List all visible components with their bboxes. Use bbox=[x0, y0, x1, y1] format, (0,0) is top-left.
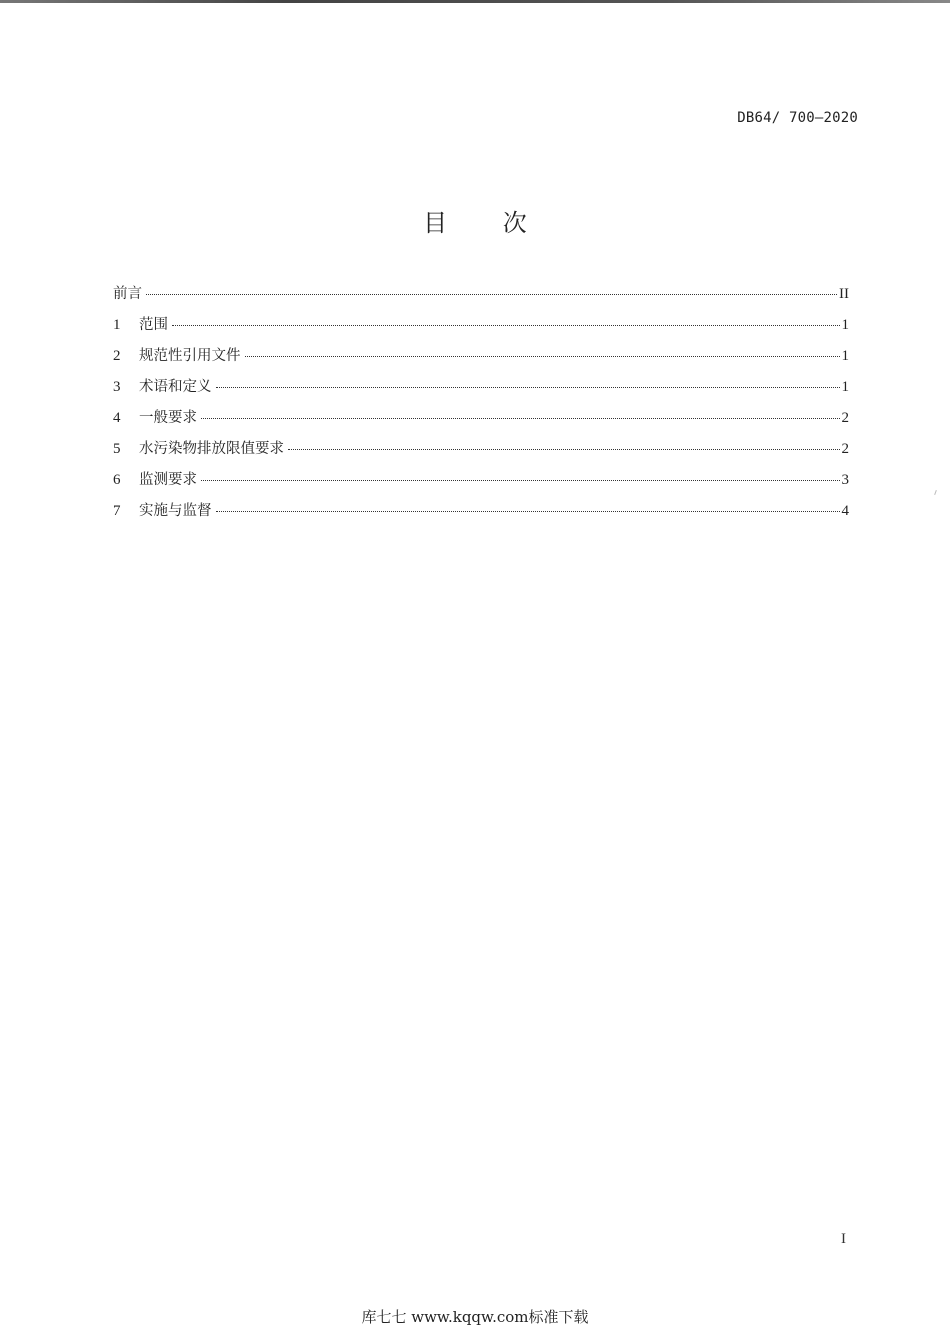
toc-entry-label: 实施与监督 bbox=[139, 503, 212, 519]
toc-entry-page: 1 bbox=[841, 379, 849, 395]
toc-entry-page: 3 bbox=[841, 472, 849, 488]
toc-entry-page: 4 bbox=[841, 503, 849, 519]
toc-entry-discharge-limits[interactable] bbox=[113, 439, 849, 470]
toc-entry-label: 术语和定义 bbox=[139, 379, 212, 395]
toc-entry-number: 7 bbox=[113, 503, 121, 519]
toc-entry-page: 1 bbox=[841, 348, 849, 364]
toc-entry-number: 6 bbox=[113, 472, 121, 488]
toc-entry-label: 监测要求 bbox=[139, 472, 197, 488]
toc-entry-scope[interactable] bbox=[113, 315, 849, 346]
toc-entry-label: 规范性引用文件 bbox=[139, 348, 241, 364]
toc-entry-page: 2 bbox=[841, 441, 849, 457]
page-title: 目 次 bbox=[423, 209, 551, 237]
toc-entry-label: 一般要求 bbox=[139, 410, 197, 426]
toc-entry-page: 1 bbox=[841, 317, 849, 333]
toc-entry-page: II bbox=[839, 286, 849, 302]
toc-entry-implementation-supervision[interactable] bbox=[113, 501, 849, 532]
toc-entry-number: 2 bbox=[113, 348, 121, 364]
toc-dot-leader bbox=[216, 511, 840, 512]
toc-entry-terms-definitions[interactable] bbox=[113, 377, 849, 408]
standard-code: DB64/ 700—2020 bbox=[737, 110, 858, 126]
top-border-rule bbox=[0, 0, 950, 3]
toc-entry-page: 2 bbox=[841, 410, 849, 426]
toc-entry-number: 1 bbox=[113, 317, 121, 333]
toc-dot-leader bbox=[201, 480, 840, 481]
toc-dot-leader bbox=[216, 387, 840, 388]
toc-entry-label: 前言 bbox=[113, 286, 142, 302]
toc-entry-general-requirements[interactable] bbox=[113, 408, 849, 439]
table-of-contents bbox=[113, 284, 849, 532]
toc-dot-leader bbox=[172, 325, 840, 326]
toc-entry-number: 4 bbox=[113, 410, 121, 426]
download-watermark: 库七七 www.kqqw.com标准下载 bbox=[361, 1308, 589, 1326]
toc-entry-normative-references[interactable] bbox=[113, 346, 849, 377]
toc-entry-foreword[interactable] bbox=[113, 284, 849, 315]
toc-dot-leader bbox=[146, 294, 837, 295]
toc-dot-leader bbox=[245, 356, 840, 357]
toc-entry-number: 3 bbox=[113, 379, 121, 395]
toc-dot-leader bbox=[201, 418, 840, 419]
toc-entry-monitoring-requirements[interactable] bbox=[113, 470, 849, 501]
toc-entry-label: 水污染物排放限值要求 bbox=[139, 441, 284, 457]
toc-entry-label: 范围 bbox=[139, 317, 168, 333]
toc-dot-leader bbox=[288, 449, 840, 450]
scan-speck bbox=[934, 490, 937, 495]
toc-entry-number: 5 bbox=[113, 441, 121, 457]
page-number: I bbox=[841, 1231, 846, 1247]
